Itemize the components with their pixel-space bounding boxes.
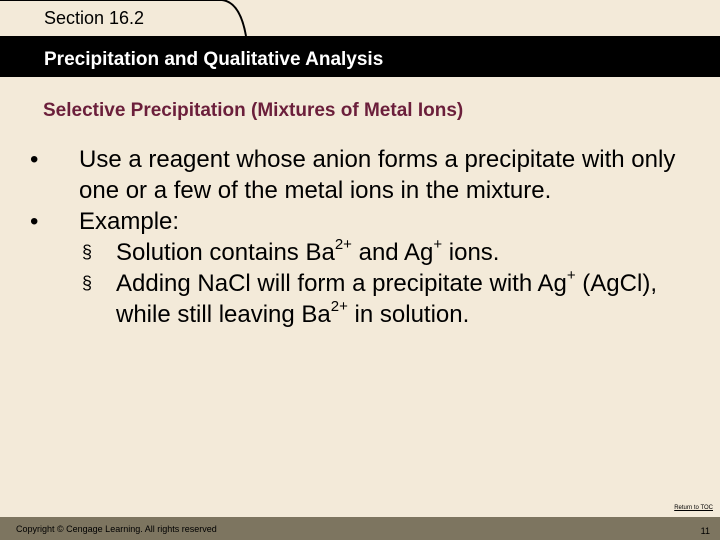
slide-subtitle: Selective Precipitation (Mixtures of Metal Ions) (43, 100, 464, 121)
section-tab (0, 0, 245, 36)
sub-bullet-mark: § (82, 273, 93, 293)
page-number: 11 (700, 526, 710, 536)
sub-bullet-text: (AgCl), while still leaving Ba (116, 270, 657, 328)
sub-bullet-text: ions. (442, 239, 500, 266)
slide-content (26, 144, 706, 330)
bullet-mark: • (30, 146, 39, 173)
sub-bullet-item (26, 237, 706, 268)
section-label: Section 16.2 (44, 8, 145, 28)
charge-superscript: + (566, 267, 576, 284)
sub-bullet-text: Solution contains Ba (116, 239, 335, 266)
bullet-mark: • (30, 208, 39, 235)
return-to-toc-link[interactable]: Return to TOC (674, 505, 713, 511)
sub-bullet-text: and Ag (351, 239, 434, 266)
slide-title: Precipitation and Qualitative Analysis (44, 49, 384, 70)
charge-superscript: 2+ (330, 298, 348, 315)
sub-bullet-mark: § (82, 242, 93, 262)
copyright-text: Copyright © Cengage Learning. All rights reserved (16, 524, 217, 534)
bullet-text: Example: (79, 208, 180, 235)
sub-bullet-text: in solution. (347, 301, 470, 328)
sub-bullet-text: Adding NaCl will form a precipitate with Ag (116, 270, 567, 297)
bullet-item (26, 206, 706, 237)
charge-superscript: + (433, 236, 443, 253)
bullet-text: Use a reagent whose anion forms a precipitate with only one or a few of the metal ions in the mixture. (79, 146, 676, 204)
charge-superscript: 2+ (334, 236, 352, 253)
sub-bullet-item (26, 268, 706, 330)
bullet-item (26, 144, 706, 206)
